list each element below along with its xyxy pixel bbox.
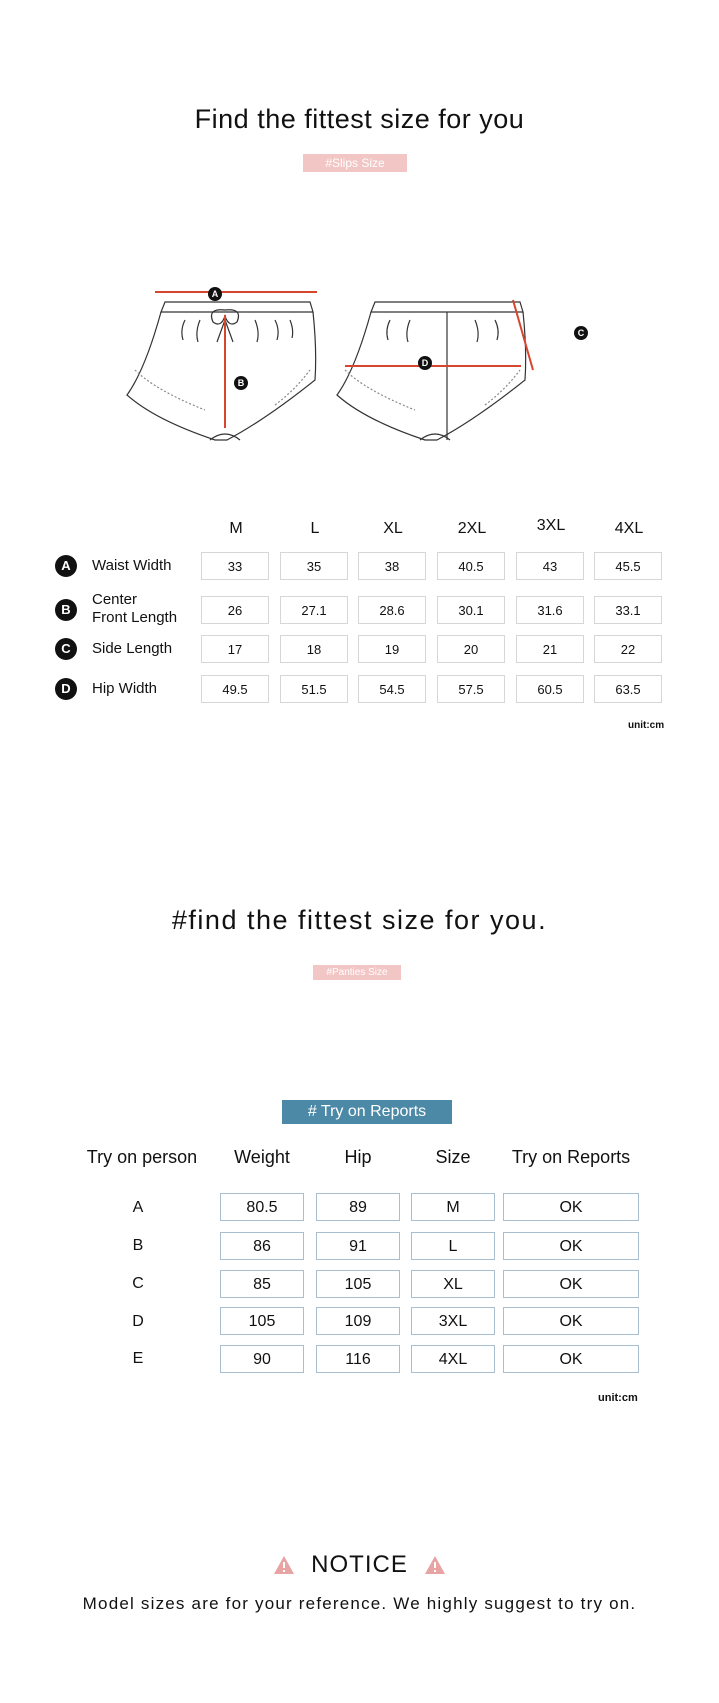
panties-section-title: #find the fittest size for you.	[171, 905, 548, 935]
row-label-line: Center	[92, 591, 138, 608]
slips-measurement-diagram	[125, 270, 595, 450]
header-weight: Weight	[234, 1147, 290, 1167]
table-cell: 27.1	[280, 596, 348, 624]
back-view-drawing	[337, 302, 526, 440]
table-cell: 19	[358, 635, 426, 663]
table-cell: 26	[201, 596, 269, 624]
weight-cell: 85	[220, 1270, 304, 1298]
row-marker-b: B	[55, 599, 77, 621]
header-size: Size	[435, 1147, 471, 1167]
table-cell: 18	[280, 635, 348, 663]
table-cell: 22	[594, 635, 662, 663]
table-cell: 28.6	[358, 596, 426, 624]
report-cell: OK	[503, 1345, 639, 1373]
diagram-marker-b: B	[234, 376, 248, 390]
slips-size-badge: #Slips Size	[303, 154, 407, 172]
table-cell: 31.6	[516, 596, 584, 624]
row-marker-a: A	[55, 555, 77, 577]
table-cell: 43	[516, 552, 584, 580]
row-label-waist-width: Waist Width	[92, 557, 172, 574]
diagram-marker-c: C	[574, 326, 588, 340]
size-cell: 3XL	[411, 1307, 495, 1335]
header-try-on-person: Try on person	[86, 1147, 198, 1167]
row-label-hip-width: Hip Width	[92, 680, 158, 697]
table-cell: 63.5	[594, 675, 662, 703]
row-marker-c: C	[55, 638, 77, 660]
report-cell: OK	[503, 1270, 639, 1298]
front-view-drawing	[127, 302, 316, 440]
notice-heading	[0, 1550, 719, 1579]
header-try-on-reports: Try on Reports	[511, 1147, 631, 1167]
table-cell: 20	[437, 635, 505, 663]
table-cell: 33	[201, 552, 269, 580]
hip-cell: 89	[316, 1193, 400, 1221]
table-cell: 51.5	[280, 675, 348, 703]
table-cell: 38	[358, 552, 426, 580]
try-on-person: E	[132, 1350, 144, 1367]
panties-size-badge: #Panties Size	[313, 965, 401, 980]
size-header-2xl: 2XL	[457, 520, 487, 537]
hip-cell: 116	[316, 1345, 400, 1373]
table-cell: 49.5	[201, 675, 269, 703]
try-on-person: D	[132, 1313, 144, 1330]
try-on-person: C	[132, 1275, 144, 1292]
size-cell: L	[411, 1232, 495, 1260]
report-cell: OK	[503, 1232, 639, 1260]
table-cell: 60.5	[516, 675, 584, 703]
table-cell: 21	[516, 635, 584, 663]
hip-cell: 105	[316, 1270, 400, 1298]
table-cell: 40.5	[437, 552, 505, 580]
hip-cell: 109	[316, 1307, 400, 1335]
size-header-l: L	[310, 520, 320, 537]
notice-text: Model sizes are for your reference. We highly suggest to try on.	[82, 1594, 637, 1613]
size-header-3xl: 3XL	[536, 517, 566, 534]
size-table-unit: unit:cm	[628, 720, 665, 731]
size-header-4xl: 4XL	[614, 520, 644, 537]
weight-cell: 80.5	[220, 1193, 304, 1221]
table-cell: 33.1	[594, 596, 662, 624]
notice-title: NOTICE	[311, 1550, 408, 1578]
weight-cell: 90	[220, 1345, 304, 1373]
diagram-marker-a: A	[208, 287, 222, 301]
weight-cell: 105	[220, 1307, 304, 1335]
size-header-m: M	[229, 520, 243, 537]
table-cell: 57.5	[437, 675, 505, 703]
table-cell: 17	[201, 635, 269, 663]
warning-icon	[424, 1555, 446, 1575]
try-on-reports-badge: # Try on Reports	[282, 1100, 452, 1124]
table-cell: 30.1	[437, 596, 505, 624]
size-cell: M	[411, 1193, 495, 1221]
table-cell: 35	[280, 552, 348, 580]
row-label-line: Front Length	[92, 609, 178, 626]
size-cell: 4XL	[411, 1345, 495, 1373]
row-marker-d: D	[55, 678, 77, 700]
report-cell: OK	[503, 1307, 639, 1335]
table-cell: 54.5	[358, 675, 426, 703]
header-hip: Hip	[344, 1147, 372, 1167]
row-label-side-length: Side Length	[92, 640, 173, 657]
table-cell: 45.5	[594, 552, 662, 580]
report-cell: OK	[503, 1193, 639, 1221]
size-cell: XL	[411, 1270, 495, 1298]
diagram-marker-d: D	[418, 356, 432, 370]
warning-icon	[273, 1555, 295, 1575]
size-header-xl: XL	[383, 520, 403, 537]
try-on-person: B	[132, 1237, 144, 1254]
page-title: Find the fittest size for you	[194, 104, 525, 134]
weight-cell: 86	[220, 1232, 304, 1260]
row-label-center-front-length	[92, 591, 177, 627]
try-on-table-unit: unit:cm	[598, 1392, 638, 1404]
hip-cell: 91	[316, 1232, 400, 1260]
try-on-person: A	[132, 1199, 144, 1216]
